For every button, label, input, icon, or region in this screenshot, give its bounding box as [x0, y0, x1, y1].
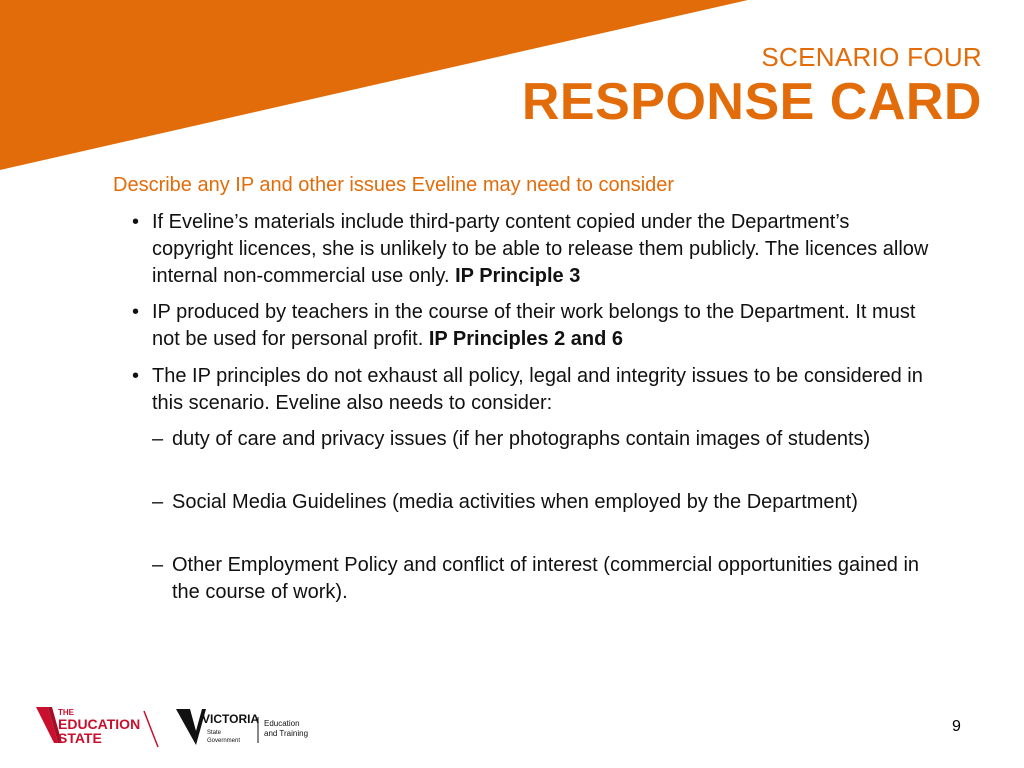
- bullet-mark: •: [132, 365, 140, 387]
- education-state-line3: STATE: [58, 730, 102, 746]
- education-state-line1: THE: [58, 708, 74, 717]
- sub-bullet-text: duty of care and privacy issues (if her photographs contain images of students): [172, 428, 871, 450]
- victoria-government-logo: [176, 709, 308, 745]
- bullet-mark: •: [132, 301, 140, 323]
- footer-logos: [36, 703, 326, 751]
- department-line1: Education: [264, 719, 300, 728]
- sub-bullet-text: Social Media Guidelines (media activities when employed by the Department): [172, 491, 858, 513]
- scenario-subtitle: SCENARIO FOUR: [761, 42, 982, 72]
- principle-reference: IP Principles 2 and 6: [428, 328, 624, 350]
- principle-reference: IP Principle 3: [455, 265, 581, 287]
- bullet-mark: •: [132, 211, 140, 233]
- page-title: RESPONSE CARD: [521, 73, 982, 131]
- sub-bullet-mark: –: [152, 554, 164, 576]
- page-number: 9: [952, 718, 961, 735]
- section-prompt: Describe any IP and other issues Eveline may need to consider: [113, 174, 675, 196]
- bullet-text: The IP principles do not exhaust all policy, legal and integrity issues to be considered in this scenario. Eveline also needs to consider:: [152, 365, 923, 414]
- education-state-line2: EDUCATION: [58, 716, 141, 732]
- victoria-sub-line2: Government: [207, 738, 241, 744]
- victoria-sub-line1: State: [207, 730, 222, 736]
- victoria-wordmark: VICTORIA: [202, 712, 260, 726]
- sub-bullet-mark: –: [152, 491, 164, 513]
- sub-bullet-text: Other Employment Policy and conflict of interest (commercial opportunities gained in the course of work).: [172, 554, 920, 603]
- department-line2: and Training: [264, 729, 309, 738]
- bullet-text: IP produced by teachers in the course of their work belongs to the Department. It must not be used for personal profit.: [152, 301, 916, 350]
- bullet-text: If Eveline’s materials include third-party content copied under the Department’s copyright licences, she is unlikely to be able to release them publicly. The licences allow internal non-commercial use only.: [152, 211, 929, 287]
- sub-bullet-mark: –: [152, 428, 164, 450]
- education-state-logo: [36, 707, 158, 747]
